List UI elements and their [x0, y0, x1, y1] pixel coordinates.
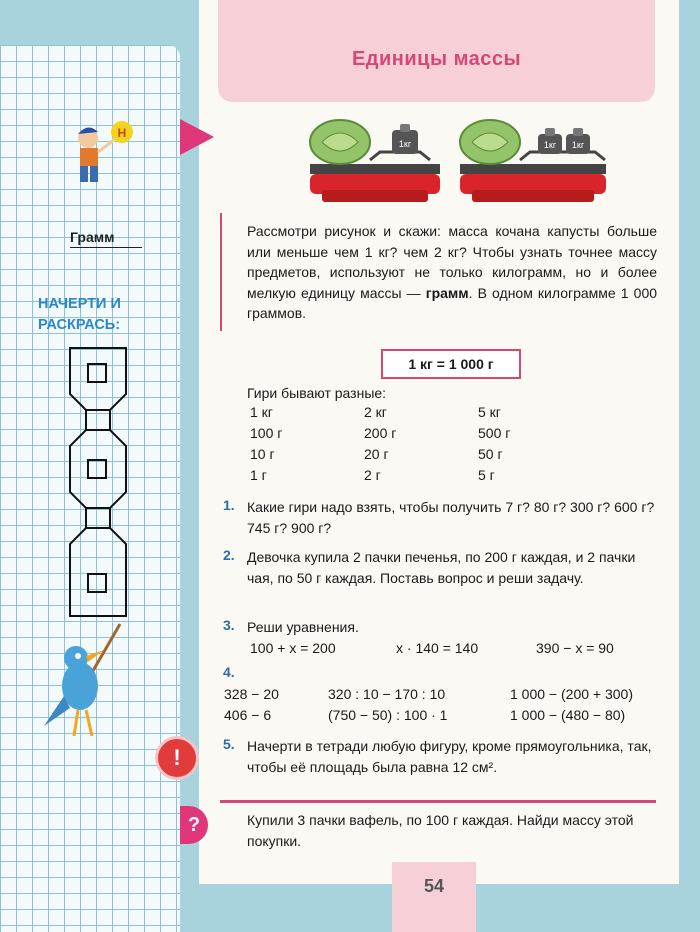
weight-value: 1 г	[250, 467, 267, 483]
task-2-number: 2.	[223, 547, 235, 563]
pointer-arrow-icon	[180, 119, 214, 155]
weight-value: 2 г	[364, 467, 381, 483]
equation-3: 390 − x = 90	[536, 640, 614, 656]
figure-drawing	[66, 346, 130, 618]
task-1-number: 1.	[223, 497, 235, 513]
expression: 406 − 6	[224, 707, 272, 723]
question-divider	[220, 800, 656, 803]
task-5-text: Начерти в тетради любую фигуру, кроме прямоугольника, так, чтобы её площадь была равна 12 см².	[247, 738, 652, 775]
task-1-text: Какие гири надо взять, чтобы получить 7 г? 80 г? 300 г? 600 г? 745 г? 900 г?	[247, 499, 655, 536]
weights-title: Гири бывают разные:	[247, 385, 387, 401]
badge-letter: Н	[117, 126, 127, 140]
gramm-underline	[70, 247, 142, 248]
weight-value: 500 г	[478, 425, 511, 441]
section-divider-line	[220, 213, 222, 331]
weight-value: 1 кг	[250, 404, 273, 420]
question-icon: ?	[180, 806, 208, 844]
task-5-number: 5.	[223, 736, 235, 752]
expression: 328 − 20	[224, 686, 279, 702]
left-scale	[310, 120, 440, 202]
task-3-text: Реши уравнения.	[247, 619, 359, 635]
right-scale	[460, 120, 606, 202]
gramm-label: Грамм	[70, 229, 115, 245]
weight-value: 100 г	[250, 425, 283, 441]
formula-box: 1 кг = 1 000 г	[381, 349, 521, 379]
expression: 320 : 10 − 170 : 10	[328, 686, 446, 702]
weight-value: 5 г	[478, 467, 495, 483]
alert-icon: !	[155, 736, 199, 780]
intro-tail: . В одном килограмме 1 000 граммов.	[247, 284, 658, 321]
boy-icon	[70, 118, 136, 188]
task-3-number: 3.	[223, 617, 235, 633]
weight-value: 20 г	[364, 446, 389, 462]
question-text: Купили 3 пачки вафель, по 100 г каждая. Найди массу этой покупки.	[247, 812, 634, 849]
bird-pointer-icon	[40, 616, 130, 744]
page-number: 54	[423, 876, 445, 896]
weight-value: 5 кг	[478, 404, 501, 420]
page-number-tab	[392, 862, 476, 932]
intro-text: Рассмотри рисунок и скажи: масса кочана капусты больше или меньше чем 1 кг? чем 2 кг? Чтобы узнать точнее массу предметов, используют не только килограмм, но и более мелкую единицу массы —	[247, 223, 657, 301]
page-title: Единицы массы	[351, 48, 522, 70]
expression: 1 000 − (480 − 80)	[510, 707, 626, 723]
equation-2: x · 140 = 140	[396, 640, 479, 656]
expression: (750 − 50) : 100 · 1	[328, 707, 448, 723]
draw-label: НАЧЕРТИ И РАСКРАСЬ:	[38, 296, 121, 333]
equation-1: 100 + x = 200	[250, 640, 336, 656]
intro-bold-term: грамм	[425, 284, 469, 301]
intro-paragraph	[247, 221, 657, 324]
weight-label: 1кг	[543, 140, 557, 150]
weight-label: 1кг	[398, 139, 412, 149]
weight-label: 1кг	[571, 140, 585, 150]
scales-illustration	[300, 112, 610, 208]
expression: 1 000 − (200 + 300)	[510, 686, 633, 702]
task-2-text: Девочка купила 2 пачки печенья, по 200 г каждая, и 2 пачки чая, по 50 г каждая. Поставь вопрос и реши задачу.	[247, 549, 636, 586]
weight-value: 50 г	[478, 446, 503, 462]
weight-value: 10 г	[250, 446, 275, 462]
weight-value: 2 кг	[364, 404, 387, 420]
task-4-number: 4.	[223, 664, 235, 680]
weight-value: 200 г	[364, 425, 397, 441]
